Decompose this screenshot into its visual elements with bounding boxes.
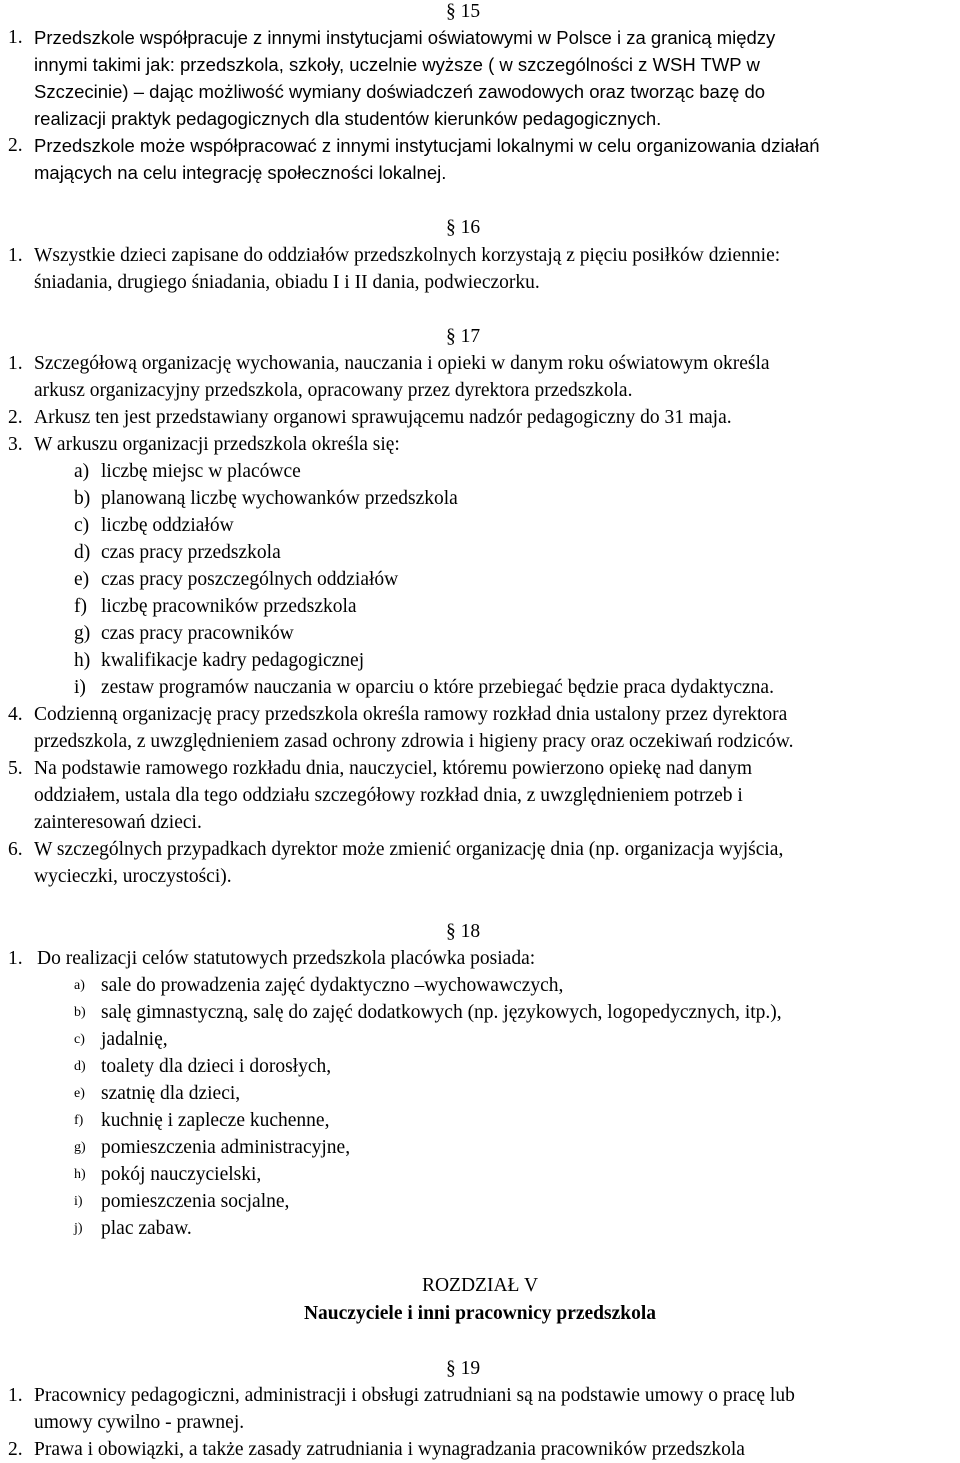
s18-item-text: salę gimnastyczną, salę do zajęć dodatkowych (np. językowych, logopedycznych, itp.), (101, 1002, 782, 1023)
s19-p1-line: umowy cywilno - prawnej. (34, 1412, 245, 1433)
s17-item-text: czas pracy poszczególnych oddziałów (101, 569, 399, 590)
s17-item-text: kwalifikacje kadry pedagogicznej (101, 650, 365, 671)
s18-item-letter: d) (74, 1059, 86, 1074)
s17-p4-number: 4. (8, 704, 23, 725)
chapter-number: ROZDZIAŁ V (421, 1275, 539, 1296)
s17-item-letter: d) (74, 542, 91, 563)
s15-p1-line: innymi takimi jak: przedszkola, szkoły, uczelnie wyższe ( w szczególności z WSH TWP w (34, 54, 760, 75)
s15-p1-number: 1. (8, 27, 23, 48)
s17-item-text: liczbę pracowników przedszkola (101, 596, 357, 617)
s16-p1-number: 1. (8, 245, 23, 266)
s17-p6-line: wycieczki, uroczystości). (34, 866, 232, 887)
s17-p4-line: przedszkola, z uwzględnieniem zasad ochrony zdrowia i higieny pracy oraz oczekiwań rodziców. (34, 731, 794, 752)
s17-p2-line: Arkusz ten jest przedstawiany organowi sprawującemu nadzór pedagogiczny do 31 maja. (34, 407, 732, 428)
s17-p3-line: W arkuszu organizacji przedszkola określa się: (34, 434, 400, 455)
s19-p2-number: 2. (8, 1439, 23, 1460)
s17-item-letter: c) (74, 515, 90, 536)
s18-item-text: kuchnię i zaplecze kuchenne, (101, 1110, 330, 1131)
s18-item-text: jadalnię, (101, 1029, 168, 1050)
s19-p2-line: Prawa i obowiązki, a także zasady zatrudniania i wynagradzania pracowników przedszkola (34, 1439, 745, 1460)
s17-item-letter: a) (74, 461, 90, 482)
s17-p5-line: oddziałem, ustala dla tego oddziału szczegółowy rozkład dnia, z uwzględnieniem potrzeb i (34, 785, 743, 806)
s17-item-text: zestaw programów nauczania w oparciu o które przebiegać będzie praca dydaktyczna. (101, 677, 774, 698)
s15-p2-number: 2. (8, 135, 23, 156)
section-18-heading: § 18 (446, 921, 481, 942)
s18-item-letter: b) (74, 1005, 86, 1020)
s17-p5-line: Na podstawie ramowego rozkładu dnia, nauczyciel, któremu powierzono opiekę nad danym (34, 758, 753, 779)
s18-item-text: plac zabaw. (101, 1218, 192, 1239)
s17-p5-number: 5. (8, 758, 23, 779)
s18-item-text: pomieszczenia socjalne, (101, 1191, 290, 1212)
s17-item-letter: h) (74, 650, 91, 671)
s17-item-letter: b) (74, 488, 91, 509)
s18-item-letter: i) (74, 1194, 83, 1209)
s17-p1-line: arkusz organizacyjny przedszkola, opracowany przez dyrektora przedszkola. (34, 380, 633, 401)
s17-item-text: liczbę oddziałów (101, 515, 234, 536)
s17-p6-line: W szczególnych przypadkach dyrektor może zmienić organizację dnia (np. organizacja wyjścia, (34, 839, 784, 860)
s15-p2-line: mających na celu integrację społeczności lokalnej. (34, 162, 447, 183)
s17-p1-line: Szczegółową organizację wychowania, nauczania i opieki w danym roku oświatowym określa (34, 353, 770, 374)
s17-p4-line: Codzienną organizację pracy przedszkola określa ramowy rozkład dnia ustalony przez dyrektora (34, 704, 788, 725)
s17-item-text: liczbę miejsc w placówce (101, 461, 301, 482)
s15-p1-line: Szczecinie) – dając możliwość wymiany doświadczeń zawodowych oraz tworząc bazę do (34, 81, 766, 102)
s18-item-text: pokój nauczycielski, (101, 1164, 262, 1185)
section-19-heading: § 19 (446, 1358, 481, 1379)
section-15-heading: § 15 (446, 1, 481, 22)
s18-item-letter: a) (74, 978, 85, 993)
s15-p2-line: Przedszkole może współpracować z innymi instytucjami lokalnymi w celu organizowania działań (34, 135, 820, 156)
s17-item-text: czas pracy pracowników (101, 623, 294, 644)
s19-p1-number: 1. (8, 1385, 23, 1406)
chapter-title: Nauczyciele i inni pracownicy przedszkola (303, 1303, 657, 1324)
section-16-heading: § 16 (446, 217, 481, 238)
s17-p3-number: 3. (8, 434, 23, 455)
s18-item-text: szatnię dla dzieci, (101, 1083, 241, 1104)
s17-item-letter: g) (74, 623, 91, 644)
s18-p1-line: Do realizacji celów statutowych przedszkola placówka posiada: (37, 948, 536, 969)
s15-p1-line: Przedszkole współpracuje z innymi instytucjami oświatowymi w Polsce i za granicą między (34, 27, 776, 48)
s18-item-text: toalety dla dzieci i dorosłych, (101, 1056, 332, 1077)
s17-item-letter: e) (74, 569, 90, 590)
s17-item-text: planowaną liczbę wychowanków przedszkola (101, 488, 458, 509)
s17-item-letter: f) (74, 596, 87, 617)
s17-p5-line: zainteresowań dzieci. (34, 812, 202, 833)
s18-p1-number: 1. (8, 948, 23, 969)
s17-item-letter: i) (74, 677, 86, 698)
s18-item-letter: g) (74, 1140, 86, 1155)
s19-p1-line: Pracownicy pedagogiczni, administracji i obsługi zatrudniani są na podstawie umowy o pracę lub (34, 1385, 795, 1406)
s18-item-text: sale do prowadzenia zajęć dydaktyczno –wychowawczych, (101, 975, 564, 996)
section-17-heading: § 17 (446, 326, 481, 347)
s17-p1-number: 1. (8, 353, 23, 374)
s18-item-letter: f) (74, 1113, 84, 1128)
s18-item-letter: j) (74, 1221, 83, 1236)
s17-p6-number: 6. (8, 839, 23, 860)
s18-item-text: pomieszczenia administracyjne, (101, 1137, 351, 1158)
s17-item-text: czas pracy przedszkola (101, 542, 281, 563)
s18-item-letter: c) (74, 1032, 85, 1047)
s18-item-letter: e) (74, 1086, 85, 1101)
s16-p1-line: śniadania, drugiego śniadania, obiadu I i II dania, podwieczorku. (34, 272, 540, 293)
s18-item-letter: h) (74, 1167, 86, 1182)
s15-p1-line: realizacji praktyk pedagogicznych dla studentów kierunków pedagogicznych. (34, 108, 662, 129)
s16-p1-line: Wszystkie dzieci zapisane do oddziałów przedszkolnych korzystają z pięciu posiłków dziennie: (34, 245, 781, 266)
s17-p2-number: 2. (8, 407, 23, 428)
